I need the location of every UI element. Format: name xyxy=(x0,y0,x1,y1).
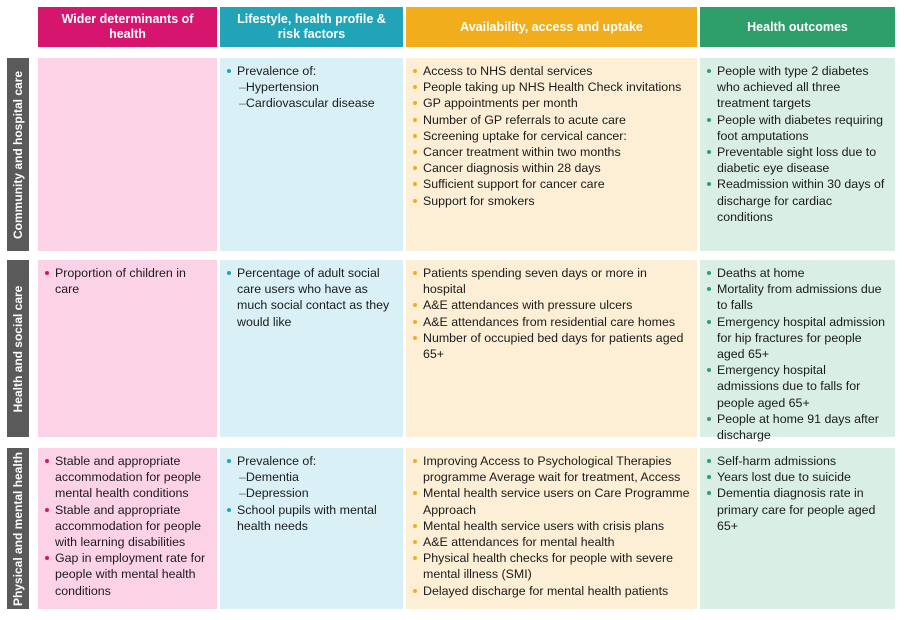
cell-mental-wider xyxy=(38,448,217,609)
indicator-item: A&E attendances for mental health xyxy=(412,534,691,550)
indicator-subitem-text: Hypertension xyxy=(245,80,319,95)
row-label-text: Health and social care xyxy=(11,285,25,412)
indicator-list xyxy=(44,265,211,297)
indicator-subitem xyxy=(226,469,397,485)
indicator-item: People taking up NHS Health Check invitations xyxy=(412,79,691,95)
indicator-item: Mental health service users with crisis plans xyxy=(412,518,691,534)
row-label-text: Physical and mental health xyxy=(11,451,25,606)
indicator-list xyxy=(706,453,889,534)
indicator-item: Mental health service users on Care Programme Approach xyxy=(412,485,691,517)
indicator-item: Number of GP referrals to acute care xyxy=(412,112,691,128)
indicator-item: GP appointments per month xyxy=(412,95,691,111)
indicator-item: Prevalence of: xyxy=(226,63,397,79)
dash-marker: – xyxy=(239,470,246,485)
column-header-wider-determinants: Wider determinants of health xyxy=(38,7,217,47)
indicator-item: Stable and appropriate accommodation for people with learning disabilities xyxy=(44,502,211,551)
indicator-item: People at home 91 days after discharge xyxy=(706,411,889,443)
indicator-list xyxy=(44,453,211,599)
indicator-item: Dementia diagnosis rate in primary care for people aged 65+ xyxy=(706,485,889,534)
indicator-list xyxy=(706,63,889,225)
cell-social-wider xyxy=(38,260,217,437)
indicator-item: Screening uptake for cervical cancer: xyxy=(412,128,691,144)
indicator-list xyxy=(412,453,691,599)
cell-mental-outcomes xyxy=(700,448,895,609)
indicator-item: A&E attendances from residential care homes xyxy=(412,314,691,330)
indicator-item: Access to NHS dental services xyxy=(412,63,691,79)
indicator-list xyxy=(226,63,397,112)
indicator-item: Self-harm admissions xyxy=(706,453,889,469)
column-header-availability: Availability, access and uptake xyxy=(406,7,697,47)
indicator-item: Gap in employment rate for people with mental health conditions xyxy=(44,550,211,599)
indicator-item: Stable and appropriate accommodation for people mental health conditions xyxy=(44,453,211,502)
indicator-item: Proportion of children in care xyxy=(44,265,211,297)
cell-social-outcomes xyxy=(700,260,895,443)
indicator-subitem-text: Cardiovascular disease xyxy=(245,96,375,111)
indicator-list xyxy=(226,453,397,534)
indicator-item: Number of occupied bed days for patients aged 65+ xyxy=(412,330,691,362)
column-header-outcomes: Health outcomes xyxy=(700,7,895,47)
cell-community-lifestyle xyxy=(220,58,403,251)
indicator-item: Delayed discharge for mental health patients xyxy=(412,583,691,599)
indicator-list xyxy=(412,63,691,209)
dash-marker: – xyxy=(239,80,246,95)
row-label-text: Community and hospital care xyxy=(11,70,25,239)
indicator-item: Readmission within 30 days of discharge for cardiac conditions xyxy=(706,176,889,225)
indicator-item: People with type 2 diabetes who achieved all three treatment targets xyxy=(706,63,889,112)
indicator-item: Sufficient support for cancer care xyxy=(412,176,691,192)
indicator-item: Emergency hospital admissions due to falls for people aged 65+ xyxy=(706,362,889,411)
indicator-item: Patients spending seven days or more in hospital xyxy=(412,265,691,297)
indicator-item: Percentage of adult social care users who have as much social contact as they would like xyxy=(226,265,397,330)
indicator-subitem xyxy=(226,95,397,111)
indicator-item: Deaths at home xyxy=(706,265,889,281)
dash-marker: – xyxy=(239,486,246,501)
indicator-subitem xyxy=(226,485,397,501)
row-label-physical-mental xyxy=(7,448,29,609)
indicator-item: Cancer treatment within two months xyxy=(412,144,691,160)
cell-community-wider xyxy=(38,58,217,251)
cell-social-availability xyxy=(406,260,697,437)
cell-community-outcomes xyxy=(700,58,895,251)
indicator-item: Years lost due to suicide xyxy=(706,469,889,485)
indicator-list xyxy=(412,265,691,362)
indicator-item: A&E attendances with pressure ulcers xyxy=(412,297,691,313)
indicator-item: Mortality from admissions due to falls xyxy=(706,281,889,313)
column-header-lifestyle: Lifestyle, health profile & risk factors xyxy=(220,7,403,47)
indicator-item: Improving Access to Psychological Therapies programme Average wait for treatment, Access xyxy=(412,453,691,485)
row-label-health-social xyxy=(7,260,29,437)
cell-mental-lifestyle xyxy=(220,448,403,609)
indicator-subitem-text: Dementia xyxy=(245,470,299,485)
indicator-subitem-text: Depression xyxy=(245,486,309,501)
cell-social-lifestyle xyxy=(220,260,403,437)
cell-mental-availability xyxy=(406,448,697,609)
indicator-item: Support for smokers xyxy=(412,193,691,209)
cell-community-availability xyxy=(406,58,697,251)
row-label-community-hospital xyxy=(7,58,29,251)
indicator-list xyxy=(226,265,397,330)
indicator-item: Cancer diagnosis within 28 days xyxy=(412,160,691,176)
dash-marker: – xyxy=(239,96,246,111)
indicator-item: Physical health checks for people with severe mental illness (SMI) xyxy=(412,550,691,582)
indicator-item: Preventable sight loss due to diabetic eye disease xyxy=(706,144,889,176)
indicator-subitem xyxy=(226,79,397,95)
indicator-list xyxy=(706,265,889,443)
indicator-item: Prevalence of: xyxy=(226,453,397,469)
indicator-item: People with diabetes requiring foot amputations xyxy=(706,112,889,144)
indicator-item: School pupils with mental health needs xyxy=(226,502,397,534)
indicator-item: Emergency hospital admission for hip fractures for people aged 65+ xyxy=(706,314,889,363)
